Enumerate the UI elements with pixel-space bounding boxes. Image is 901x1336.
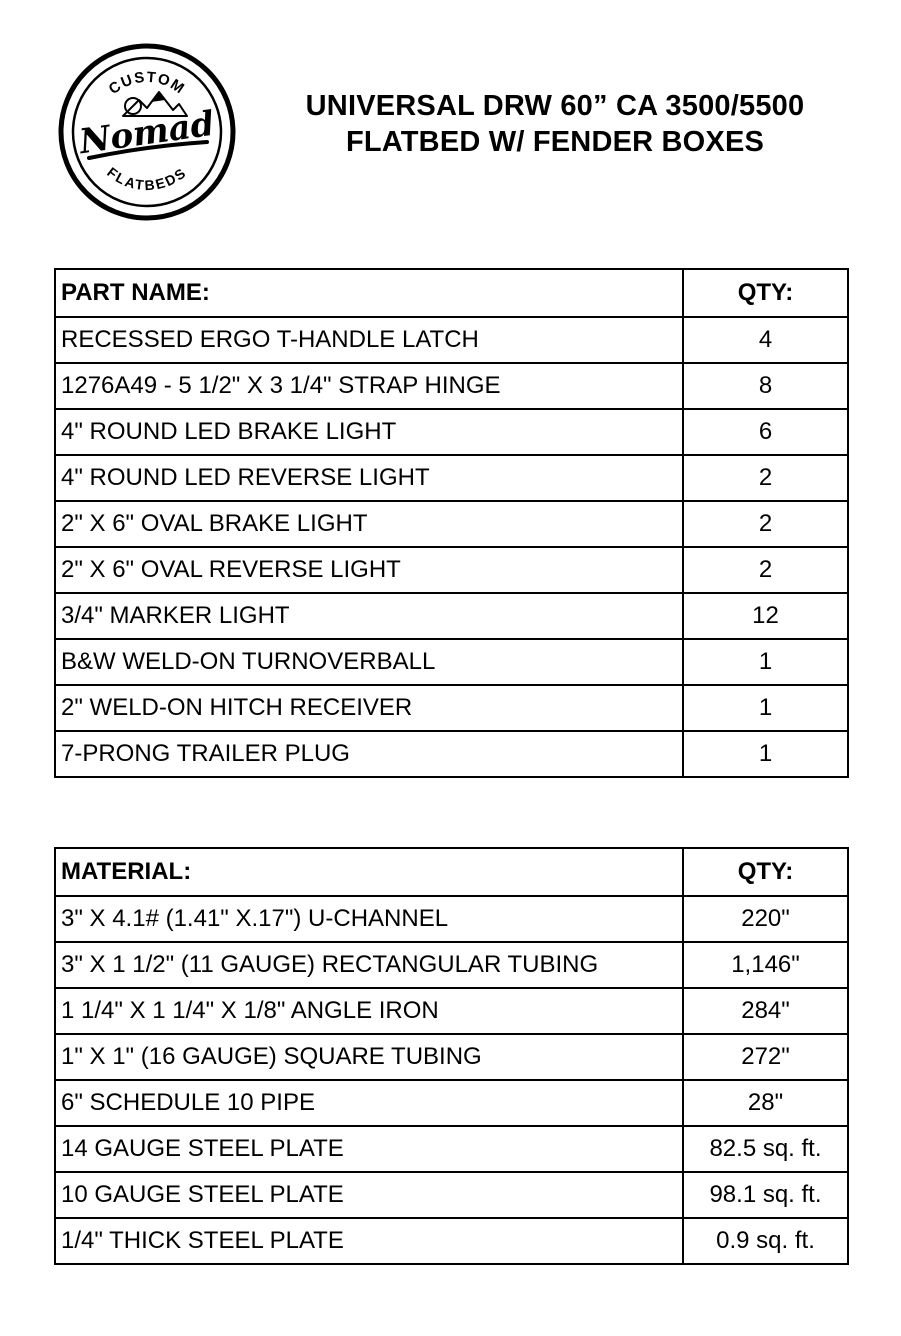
part-name: 2" X 6" OVAL BRAKE LIGHT	[55, 501, 683, 547]
table-row	[55, 455, 848, 501]
part-qty: 6	[683, 409, 848, 455]
material-name: 1" X 1" (16 GAUGE) SQUARE TUBING	[55, 1034, 683, 1080]
parts-header-name: PART NAME:	[55, 269, 683, 317]
part-name: 2" X 6" OVAL REVERSE LIGHT	[55, 547, 683, 593]
table-row	[55, 639, 848, 685]
part-name: RECESSED ERGO T-HANDLE LATCH	[55, 317, 683, 363]
material-qty: 82.5 sq. ft.	[683, 1126, 848, 1172]
parts-table-body	[55, 269, 848, 777]
material-qty: 220"	[683, 896, 848, 942]
materials-header-row	[55, 848, 848, 896]
material-qty: 28"	[683, 1080, 848, 1126]
material-qty: 98.1 sq. ft.	[683, 1172, 848, 1218]
part-name: 4" ROUND LED REVERSE LIGHT	[55, 455, 683, 501]
material-name: 3" X 1 1/2" (11 GAUGE) RECTANGULAR TUBING	[55, 942, 683, 988]
material-qty: 284"	[683, 988, 848, 1034]
part-qty: 2	[683, 455, 848, 501]
part-qty: 12	[683, 593, 848, 639]
custom-nomad-flatbeds-logo	[57, 42, 237, 222]
svg-text:FLATBEDS	[104, 164, 190, 193]
part-qty: 2	[683, 501, 848, 547]
part-qty: 1	[683, 731, 848, 777]
table-row	[55, 547, 848, 593]
table-row	[55, 1126, 848, 1172]
part-name: B&W WELD-ON TURNOVERBALL	[55, 639, 683, 685]
material-name: 1/4" THICK STEEL PLATE	[55, 1218, 683, 1264]
title-line-1: UNIVERSAL DRW 60” CA 3500/5500	[305, 90, 805, 122]
table-row	[55, 1172, 848, 1218]
part-qty: 8	[683, 363, 848, 409]
table-row	[55, 731, 848, 777]
part-name: 4" ROUND LED BRAKE LIGHT	[55, 409, 683, 455]
table-row	[55, 1218, 848, 1264]
logo-script-text: Nomad	[76, 103, 217, 163]
material-qty: 1,146"	[683, 942, 848, 988]
part-name: 3/4" MARKER LIGHT	[55, 593, 683, 639]
part-qty: 2	[683, 547, 848, 593]
parts-header-qty: QTY:	[683, 269, 848, 317]
material-qty: 0.9 sq. ft.	[683, 1218, 848, 1264]
table-row	[55, 942, 848, 988]
table-row	[55, 896, 848, 942]
table-row	[55, 1080, 848, 1126]
parts-table	[54, 268, 849, 778]
material-qty: 272"	[683, 1034, 848, 1080]
table-row	[55, 1034, 848, 1080]
materials-header-qty: QTY:	[683, 848, 848, 896]
part-qty: 4	[683, 317, 848, 363]
material-name: 14 GAUGE STEEL PLATE	[55, 1126, 683, 1172]
logo-top-text: CUSTOM	[105, 68, 189, 98]
part-name: 2" WELD-ON HITCH RECEIVER	[55, 685, 683, 731]
title-line-2: FLATBED W/ FENDER BOXES	[345, 126, 765, 158]
svg-text:CUSTOM	[106, 69, 189, 98]
table-row	[55, 501, 848, 547]
materials-header-name: MATERIAL:	[55, 848, 683, 896]
table-row	[55, 685, 848, 731]
document-title	[260, 88, 850, 160]
materials-table	[54, 847, 849, 1265]
table-row	[55, 988, 848, 1034]
materials-table-body	[55, 848, 848, 1264]
part-qty: 1	[683, 685, 848, 731]
table-row	[55, 593, 848, 639]
table-row	[55, 409, 848, 455]
material-name: 3" X 4.1# (1.41" X.17") U-CHANNEL	[55, 896, 683, 942]
material-name: 6" SCHEDULE 10 PIPE	[55, 1080, 683, 1126]
part-qty: 1	[683, 639, 848, 685]
table-row	[55, 363, 848, 409]
parts-header-row	[55, 269, 848, 317]
table-row	[55, 317, 848, 363]
material-name: 1 1/4" X 1 1/4" X 1/8" ANGLE IRON	[55, 988, 683, 1034]
logo-bottom-text: FLATBEDS	[104, 163, 190, 194]
part-name: 1276A49 - 5 1/2" X 3 1/4" STRAP HINGE	[55, 363, 683, 409]
part-name: 7-PRONG TRAILER PLUG	[55, 731, 683, 777]
material-name: 10 GAUGE STEEL PLATE	[55, 1172, 683, 1218]
